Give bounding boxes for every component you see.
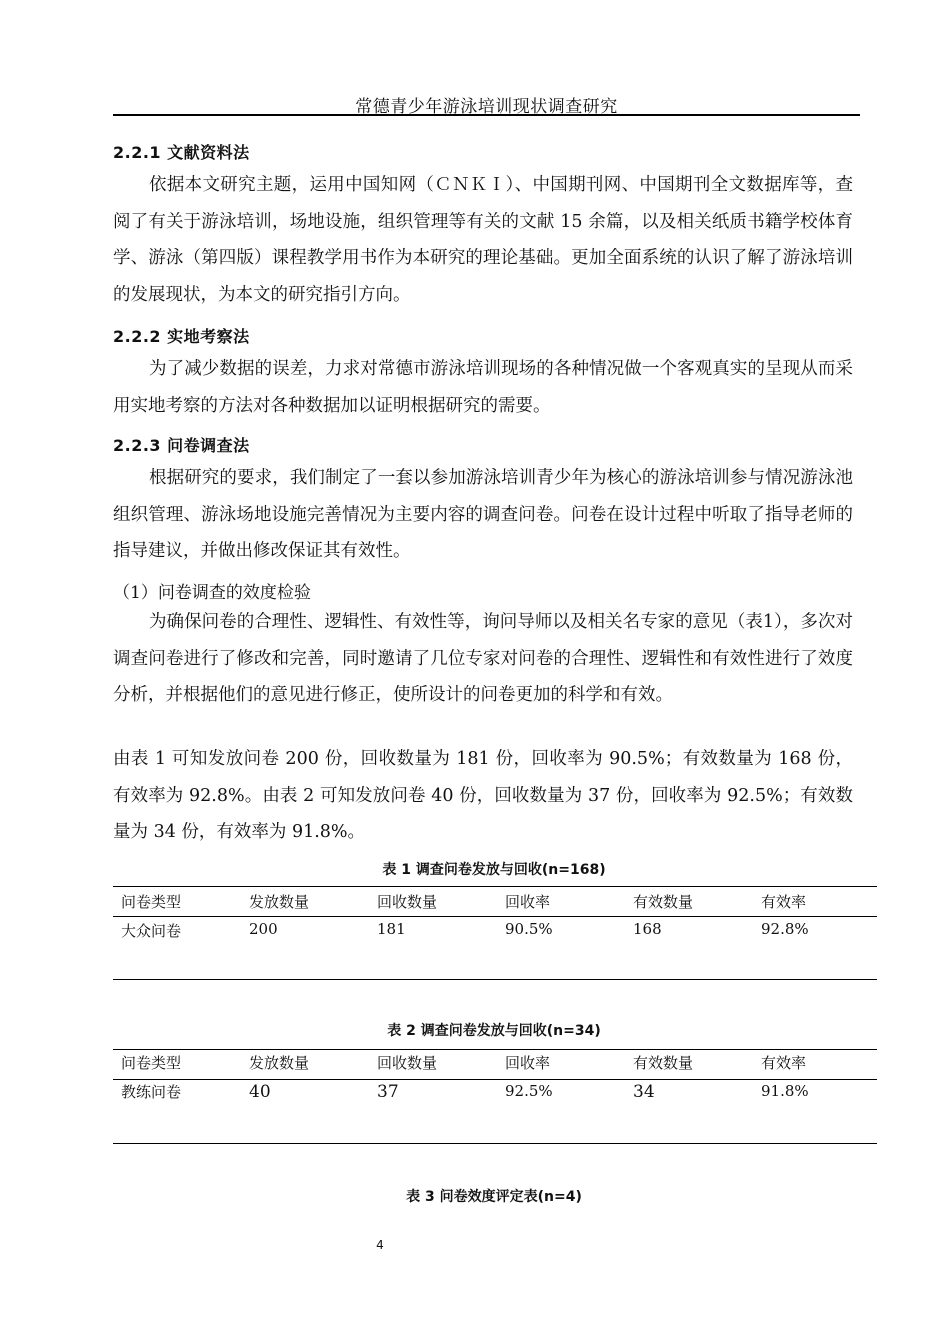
table1-cell-valid: 168 [633, 920, 662, 938]
table2-cell-issued: 40 [249, 1082, 271, 1102]
table3-caption: 表 3 问卷效度评定表(n=4) [406, 1189, 582, 1205]
table2-header-type: 问卷类型 [121, 1054, 182, 1072]
table2-header-valid-rate: 有效率 [761, 1054, 807, 1072]
section-heading-literature: 2.2.1 文献资料法 [113, 143, 250, 162]
paragraph-fieldwork: 为了减少数据的误差，力求对常德市游泳培训现场的各种情况做一个客观真实的呈现从而采用实地考察的方法对各种数据加以证明根据研究的需要。 [113, 359, 853, 416]
table2-cell-return-rate: 92.5% [505, 1082, 553, 1100]
table2-caption: 表 2 调查问卷发放与回收(n=34) [387, 1023, 601, 1039]
section-heading-fieldwork: 2.2.2 实地考察法 [113, 327, 250, 346]
table1-header-issued: 发放数量 [249, 893, 310, 911]
header-rule [113, 114, 860, 116]
table1-caption: 表 1 调查问卷发放与回收(n=168) [382, 862, 606, 878]
table2-header-rule [113, 1079, 877, 1080]
subheading-validity: （1）问卷调查的效度检验 [113, 583, 311, 603]
table2-cell-valid: 34 [633, 1082, 655, 1102]
table1-header-type: 问卷类型 [121, 893, 182, 911]
paragraph-summary: 由表 1 可知发放问卷 200 份，回收数量为 181 份，回收率为 90.5%；有效数量为 168 份，有效率为 92.8%。由表 2 可知发放问卷 40 份，回收数量为 37 份，回收率为 92.5%；有效数量为 34 份，有效率为 91.8%。 [113, 749, 853, 842]
table2-header-return-rate: 回收率 [505, 1054, 551, 1072]
table1-cell-issued: 200 [249, 920, 278, 938]
table1-cell-type: 大众问卷 [121, 922, 182, 940]
paragraph-literature: 依据本文研究主题，运用中国知网（ＣＮＫＩ）、中国期刊网、中国期刊全文数据库等，查阅了有关于游泳培训，场地设施，组织管理等有关的文献 15 余篇，以及相关纸质书籍学校体育学、游泳（第四版）课程教学用书作为本研究的理论基础。更加全面系统的认识了解了游泳培训的发展现状，为本文的研究指引方向。 [113, 175, 853, 305]
table2-top-rule [113, 1049, 877, 1050]
table2-header-returned: 回收数量 [377, 1054, 438, 1072]
paragraph-questionnaire: 根据研究的要求，我们制定了一套以参加游泳培训青少年为核心的游泳培训参与情况游泳池组织管理、游泳场地设施完善情况为主要内容的调查问卷。问卷在设计过程中听取了指导老师的指导建议，并做出修改保证其有效性。 [113, 468, 853, 561]
table1-cell-returned: 181 [377, 920, 406, 938]
table2-bottom-rule [113, 1143, 877, 1144]
paragraph-validity: 为确保问卷的合理性、逻辑性、有效性等，询问导师以及相关名专家的意见（表1），多次对调查问卷进行了修改和完善，同时邀请了几位专家对问卷的合理性、逻辑性和有效性进行了效度分析，并根据他们的意见进行修正，使所设计的问卷更加的科学和有效。 [113, 612, 853, 705]
section-heading-questionnaire: 2.2.3 问卷调查法 [113, 436, 250, 455]
table2-cell-valid-rate: 91.8% [761, 1082, 809, 1100]
running-header: 常德青少年游泳培训现状调查研究 [355, 97, 618, 117]
table2-header-issued: 发放数量 [249, 1054, 310, 1072]
table1-header-valid-rate: 有效率 [761, 893, 807, 911]
table1-header-rule [113, 916, 877, 917]
table1-header-returned: 回收数量 [377, 893, 438, 911]
table2-cell-type: 教练问卷 [121, 1083, 182, 1101]
table1-header-return-rate: 回收率 [505, 893, 551, 911]
table1-header-valid: 有效数量 [633, 893, 694, 911]
page-number: 4 [376, 1238, 384, 1252]
table1-top-rule [113, 886, 877, 887]
table2-cell-returned: 37 [377, 1082, 399, 1102]
table2-header-valid: 有效数量 [633, 1054, 694, 1072]
table1-cell-valid-rate: 92.8% [761, 920, 809, 938]
table2 [113, 1049, 877, 1147]
table1-bottom-rule [113, 979, 877, 980]
table1-cell-return-rate: 90.5% [505, 920, 553, 938]
table1 [113, 886, 877, 982]
